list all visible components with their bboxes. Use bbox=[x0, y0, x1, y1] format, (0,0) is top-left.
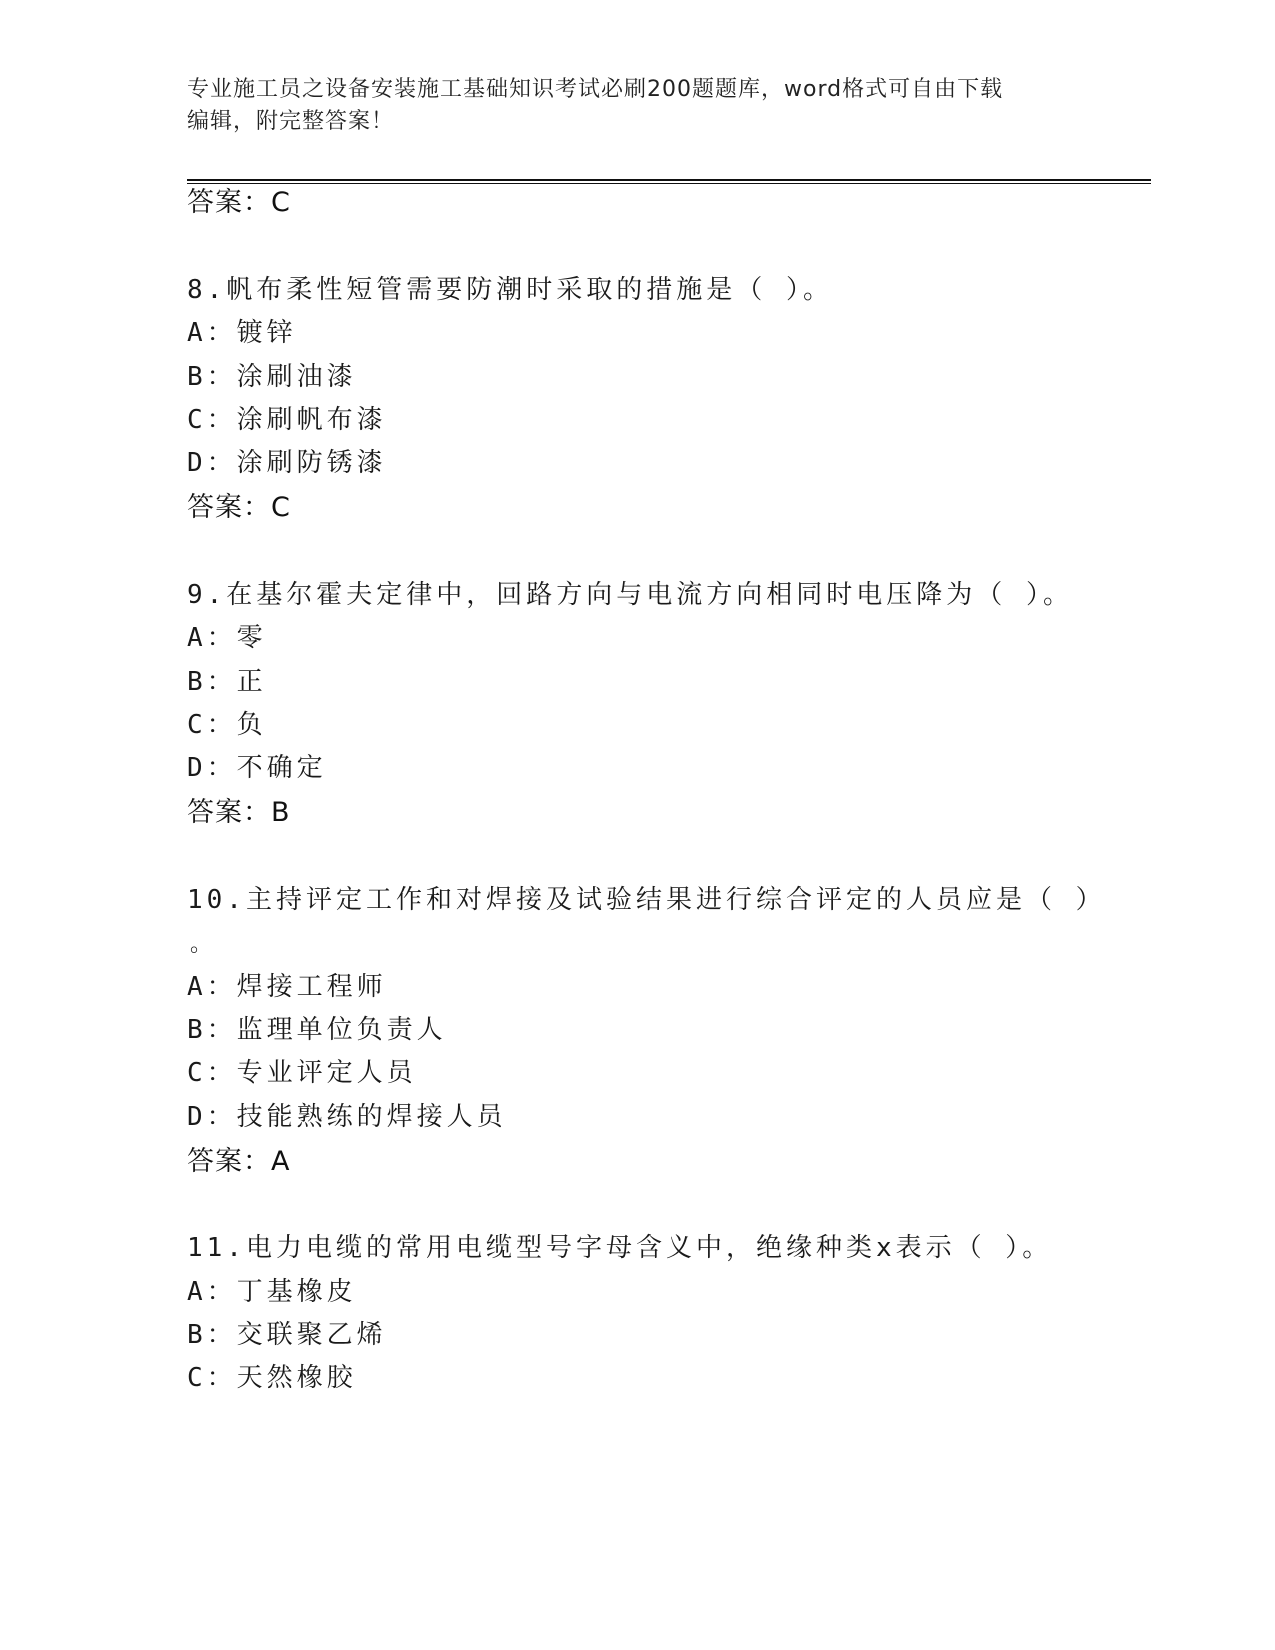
option-a: A：零 bbox=[187, 623, 267, 653]
option-c: C：天然橡胶 bbox=[187, 1363, 357, 1393]
option-d: D：不确定 bbox=[187, 753, 327, 783]
header-line-2: 编辑，附完整答案！ bbox=[187, 109, 395, 134]
question-stem: 9.在基尔霍夫定律中，回路方向与电流方向相同时电压降为（ ）。 bbox=[187, 580, 1073, 610]
document-header bbox=[187, 74, 1087, 138]
header-divider bbox=[187, 179, 1151, 184]
option-b: B：涂刷油漆 bbox=[187, 362, 357, 392]
option-d: D：技能熟练的焊接人员 bbox=[187, 1102, 507, 1132]
header-line-1: 专业施工员之设备安装施工基础知识考试必刷200题题库，word格式可自由下载 bbox=[187, 77, 1004, 102]
question-stem: 10.主持评定工作和对焊接及试验结果进行综合评定的人员应是（ ） bbox=[187, 885, 1106, 915]
option-a: A：焊接工程师 bbox=[187, 972, 387, 1002]
question-stem: 11.电力电缆的常用电缆型号字母含义中，绝缘种类x表示（ ）。 bbox=[187, 1233, 1053, 1263]
option-b: B：正 bbox=[187, 667, 267, 697]
answer-line: 答案：C bbox=[187, 187, 291, 218]
option-c: C：涂刷帆布漆 bbox=[187, 405, 387, 435]
option-c: C：专业评定人员 bbox=[187, 1058, 417, 1088]
option-d: D：涂刷防锈漆 bbox=[187, 448, 387, 478]
answer-line: 答案：C bbox=[187, 492, 291, 523]
option-b: B：监理单位负责人 bbox=[187, 1015, 447, 1045]
answer-line: 答案：B bbox=[187, 797, 291, 828]
option-c: C：负 bbox=[187, 710, 267, 740]
option-a: A：镀锌 bbox=[187, 318, 297, 348]
question-stem-continuation: 。 bbox=[190, 932, 213, 957]
question-stem: 8.帆布柔性短管需要防潮时采取的措施是（ ）。 bbox=[187, 275, 833, 305]
answer-line: 答案：A bbox=[187, 1146, 291, 1177]
option-b: B：交联聚乙烯 bbox=[187, 1320, 387, 1350]
option-a: A：丁基橡皮 bbox=[187, 1277, 357, 1307]
